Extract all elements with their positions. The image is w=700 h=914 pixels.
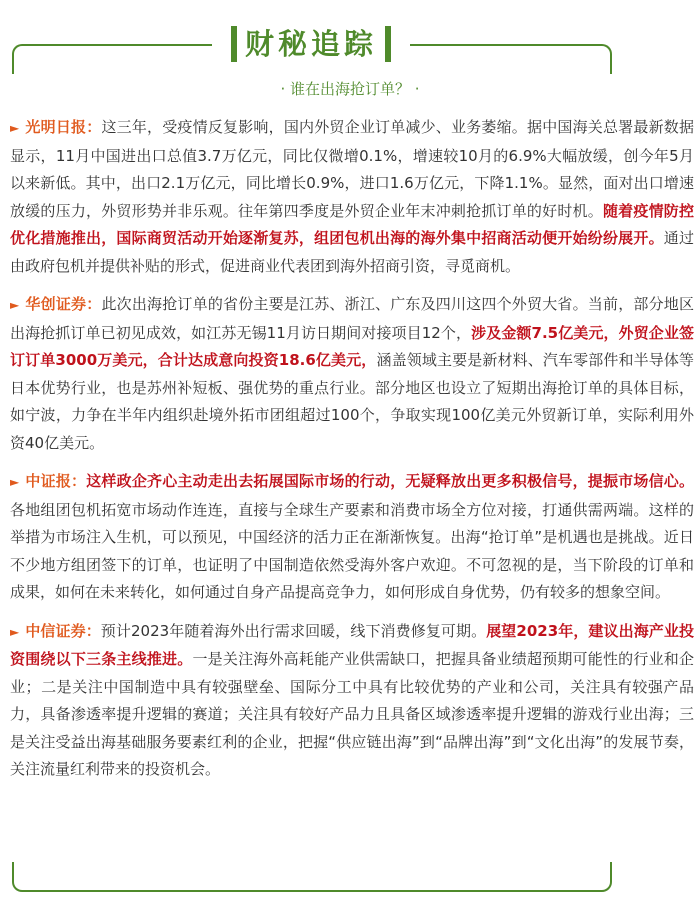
body-text: 这三年，受疫情反复影响，国内外贸企业订单减少、业务萎缩。据中国海关总署最新数据显示，11月中国进出口总值3.7万亿元，同比仅微增0.1%，增速较10月的6.9%大幅放缓，创今年5月以来新低。其中，出口2.1万亿元，同比增长0.9%，进口1.6万亿元，下降1.1%。显然，面对出口增速放缓的压力，外贸形势并非乐观。往年第四季度是外贸企业年末冲刺抢抓订单的好时机。: [10, 118, 694, 220]
body-text: 涵盖领域主要是新材料、汽车零部件和半导体等日本优势行业，也是苏州补短板、强优势的重点行业。部分地区也设立了短期出海抢订单的具体目标，如宁波，力争在半年内组织赴境外拓市团组超过100个，争取实现100亿美元外贸新订单，实际利用外资40亿美元。: [10, 351, 694, 452]
highlight-text: 这样政企齐心主动走出去拓展国际市场的行动，无疑释放出更多积极信号，提振市场信心。: [86, 472, 694, 490]
arrow-right-icon: ►: [10, 298, 20, 312]
title-bar-left: [231, 26, 237, 62]
source-label: 中证报：: [25, 472, 87, 490]
source-label: 光明日报：: [25, 118, 102, 136]
paragraph: [10, 468, 694, 607]
body-text: 各地组团包机拓宽市场动作连连，直接与全球生产要素和消费市场全方位对接，打通供需两端。这样的举措为市场注入生机，可以预见，中国经济的活力正在渐渐恢复。出海“抢订单”是机遇也是挑战。近日不少地方组团签下的订单，也证明了中国制造依然受海外客户欢迎。不可忽视的是，当下阶段的订单和成果，如何在未来转化，如何通过自身产品提高竞争力，如何形成自身优势，仍有较多的想象空间。: [10, 500, 694, 601]
page-title: 财秘追踪: [244, 27, 377, 61]
frame-bottom: [12, 862, 612, 892]
paragraph: [10, 114, 694, 280]
title-bar-right: [385, 26, 391, 62]
body-text: 通过由政府包机并提供补贴的形式，促进商业代表团到海外招商引资，寻觅商机。: [10, 229, 694, 275]
arrow-right-icon: ►: [10, 475, 20, 489]
article-body: [10, 114, 694, 795]
arrow-right-icon: ►: [10, 624, 20, 639]
paragraph: [10, 291, 694, 457]
arrow-right-icon: ►: [10, 121, 20, 135]
highlight-text: 随着疫情防控优化措施推出，国际商贸活动开始逐渐复苏，组团包机出海的海外集中招商活动便开始纷纷展开。: [10, 201, 694, 247]
source-label: 华创证券：: [25, 295, 102, 313]
title-block: [212, 21, 410, 67]
page-subtitle: · 谁在出海抢订单？ ·: [280, 80, 420, 98]
body-text: 预计2023年随着海外出行需求回暖，线下消费修复可期。: [100, 621, 487, 640]
paragraph: [10, 618, 694, 784]
highlight-text: 涉及金额7.5亿美元，外贸企业签订订单3000万美元，合计达成意向投资18.6亿美元，: [10, 323, 694, 369]
source-label: 中信证券：: [25, 621, 101, 640]
body-text: 一是关注海外高耗能产业供需缺口，把握具备业绩超预期可能性的行业和企业；二是关注中国制造中具有较强壁垒、国际分工中具有比较优势的产业和公司，关注具有较强产品力，具备渗透率提升逻辑的赛道；关注具有较好产品力且具备区域渗透率提升逻辑的游戏行业出海；三是关注受益出海基础服务要素红利的企业，把握“供应链出海”到“品牌出海”到“文化出海”的发展节奏，关注流量红利带来的投资机会。: [10, 650, 694, 778]
body-text: 此次出海抢订单的省份主要是江苏、浙江、广东及四川这四个外贸大省。当前，部分地区出海抢抓订单已初见成效，如江苏无锡11月访日期间对接项目12个，: [10, 295, 694, 342]
highlight-text: 展望2023年，建议出海产业投资围绕以下三条主线推进。: [10, 621, 694, 668]
